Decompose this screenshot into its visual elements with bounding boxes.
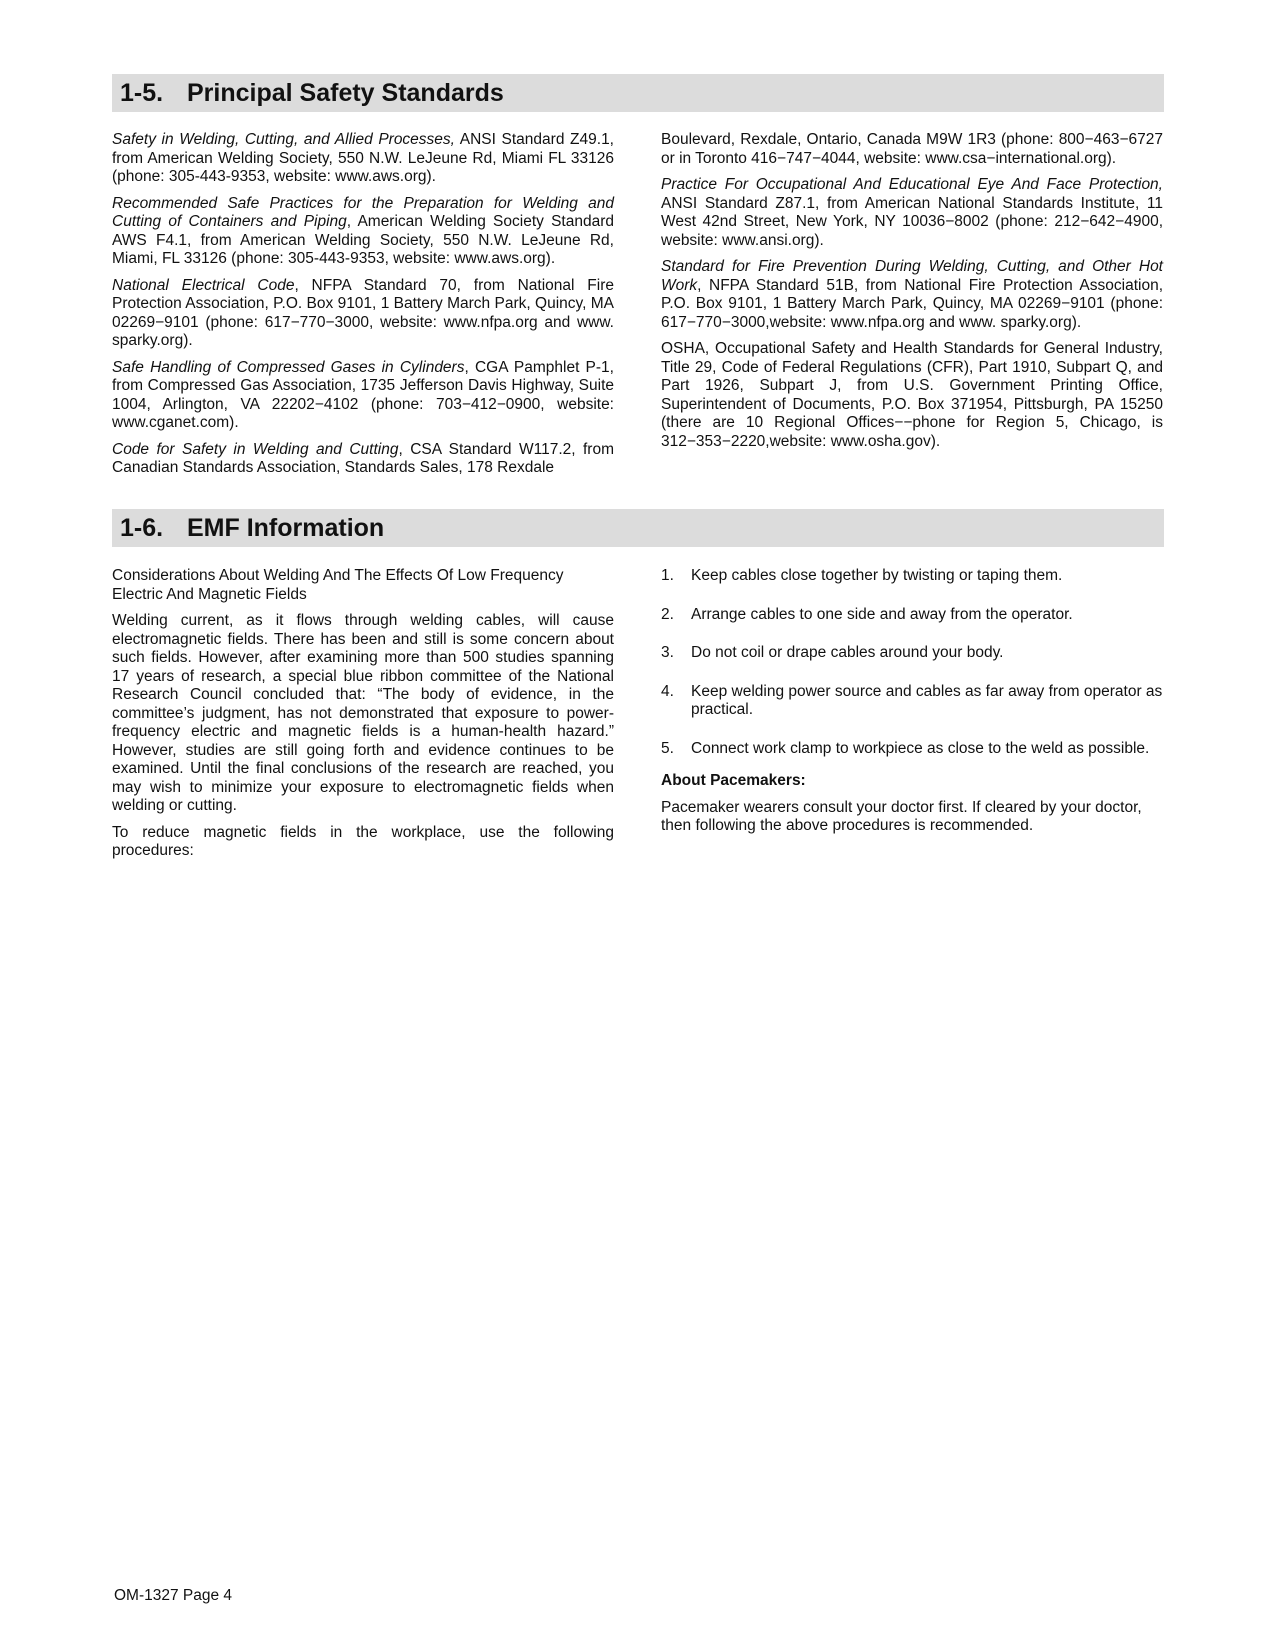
section-header-principal-safety-standards	[112, 74, 1164, 112]
pacemaker-text: Pacemaker wearers consult your doctor first. If cleared by your doctor, then following the above procedures is recommended.	[661, 798, 1142, 834]
section-number: 1-6.	[120, 514, 164, 542]
standards-right-column	[661, 131, 1163, 459]
standard-title: Safe Handling of Compressed Gases in Cylinders	[112, 358, 465, 376]
emf-left-column	[112, 567, 614, 869]
section-title: Principal Safety Standards	[187, 79, 504, 107]
emf-reduce-text: To reduce magnetic fields in the workplace, use the following procedures:	[112, 823, 614, 859]
standard-entry: Safety in Welding, Cutting, and Allied Processes, ANSI Standard Z49.1, from American Welding Society, 550 N.W. LeJeune Rd, Miami FL 33126 (phone: 305-443-9353, website: www.aws.org).	[112, 131, 614, 185]
section-number: 1-5.	[120, 79, 164, 107]
standard-entry: National Electrical Code, NFPA Standard 70, from National Fire Protection Association, P.O. Box 9101, 1 Battery March Park, Quincy, MA 02269−9101 (phone: 617−770−3000, website: www.nfpa.org and www. sparky.org).	[112, 276, 614, 349]
emf-right-column	[661, 567, 1163, 844]
pacemaker-heading: About Pacemakers:	[661, 772, 806, 789]
section-header-emf-information	[112, 509, 1164, 547]
standard-title: Practice For Occupational And Educational Eye And Face Protection,	[661, 176, 1163, 193]
osha-entry: OSHA, Occupational Safety and Health Standards for General Industry, Title 29, Code of Federal Regulations (CFR), Part 1910, Subpart Q, and Part 1926, Subpart J, from U.S. Government Printing Office, Superintendent of Documents, P.O. Box 371954, Pittsburgh, PA 15250 (there are 10 Regional Offices−−phone for Region 5, Chicago, is 312−353−2220,website: www.osha.gov).	[661, 340, 1163, 450]
list-item: 2. Arrange cables to one side and away from the operator.	[661, 605, 1073, 623]
standard-title: Code for Safety in Welding and Cutting	[112, 440, 399, 458]
emf-intro: Considerations About Welding And The Effects Of Low Frequency Electric And Magnetic Fields	[112, 567, 564, 603]
list-item: 4. Keep welding power source and cables as far away from operator as practical.	[661, 682, 1163, 718]
standard-entry-continued: Boulevard, Rexdale, Ontario, Canada M9W 1R3 (phone: 800−463−6727 or in Toronto 416−747−4044, website: www.csa−international.org).	[661, 131, 1163, 167]
standard-title: Safety in Welding, Cutting, and Allied Processes,	[112, 131, 455, 148]
standard-entry: Practice For Occupational And Educational Eye And Face Protection, ANSI Standard Z87.1, from American National Standards Institute, 11 West 42nd Street, New York, NY 10036−8002 (phone: 212−642−4900, website: www.ansi.org).	[661, 176, 1163, 249]
standard-entry: Safe Handling of Compressed Gases in Cylinders, CGA Pamphlet P-1, from Compressed Gas Association, 1735 Jefferson Davis Highway, Suite 1004, Arlington, VA 22202−4102 (phone: 703−412−0900, website: www.cganet.com).	[112, 358, 614, 431]
section-title: EMF Information	[187, 514, 385, 542]
standard-title: National Electrical Code	[112, 276, 295, 294]
standards-left-column	[112, 131, 614, 486]
list-item: 5. Connect work clamp to workpiece as close to the weld as possible.	[661, 739, 1150, 757]
standard-title: Recommended Safe Practices for the Preparation for Welding and Cutting of Containers and Piping	[112, 194, 614, 230]
procedure-list	[661, 567, 1163, 758]
page-footer: OM-1327 Page 4	[114, 1587, 233, 1604]
list-item: 3. Do not coil or drape cables around your body.	[661, 644, 1004, 661]
standard-entry: Code for Safety in Welding and Cutting, CSA Standard W117.2, from Canadian Standards Association, Standards Sales, 178 Rexdale	[112, 440, 614, 476]
emf-body: Welding current, as it flows through welding cables, will cause electromagnetic fields. There has been and still is some concern about such fields. However, after examining more than 500 studies spanning 17 years of research, a special blue ribbon committee of the National Research Council concluded that: “The body of evidence, in the committee’s judgment, has not demonstrated that exposure to power-frequency electric and magnetic fields is a human-health hazard.” However, studies are still going forth and evidence continues to be examined. Until the final conclusions of the research are reached, you may wish to minimize your exposure to electromagnetic fields when welding or cutting.	[112, 612, 614, 814]
standard-entry: Recommended Safe Practices for the Preparation for Welding and Cutting of Containers and Piping, American Welding Society Standard AWS F4.1, from American Welding Society, 550 N.W. LeJeune Rd, Miami, FL 33126 (phone: 305-443-9353, website: www.aws.org).	[112, 194, 614, 267]
standard-title: Standard for Fire Prevention During Welding, Cutting, and Other Hot Work	[661, 258, 1163, 294]
standard-entry: Standard for Fire Prevention During Welding, Cutting, and Other Hot Work, NFPA Standard 51B, from National Fire Protection Association, P.O. Box 9101, 1 Battery March Park, Quincy, MA 02269−9101 (phone: 617−770−3000,website: www.nfpa.org and www. sparky.org).	[661, 258, 1163, 331]
list-item: 1. Keep cables close together by twisting or taping them.	[661, 567, 1063, 584]
